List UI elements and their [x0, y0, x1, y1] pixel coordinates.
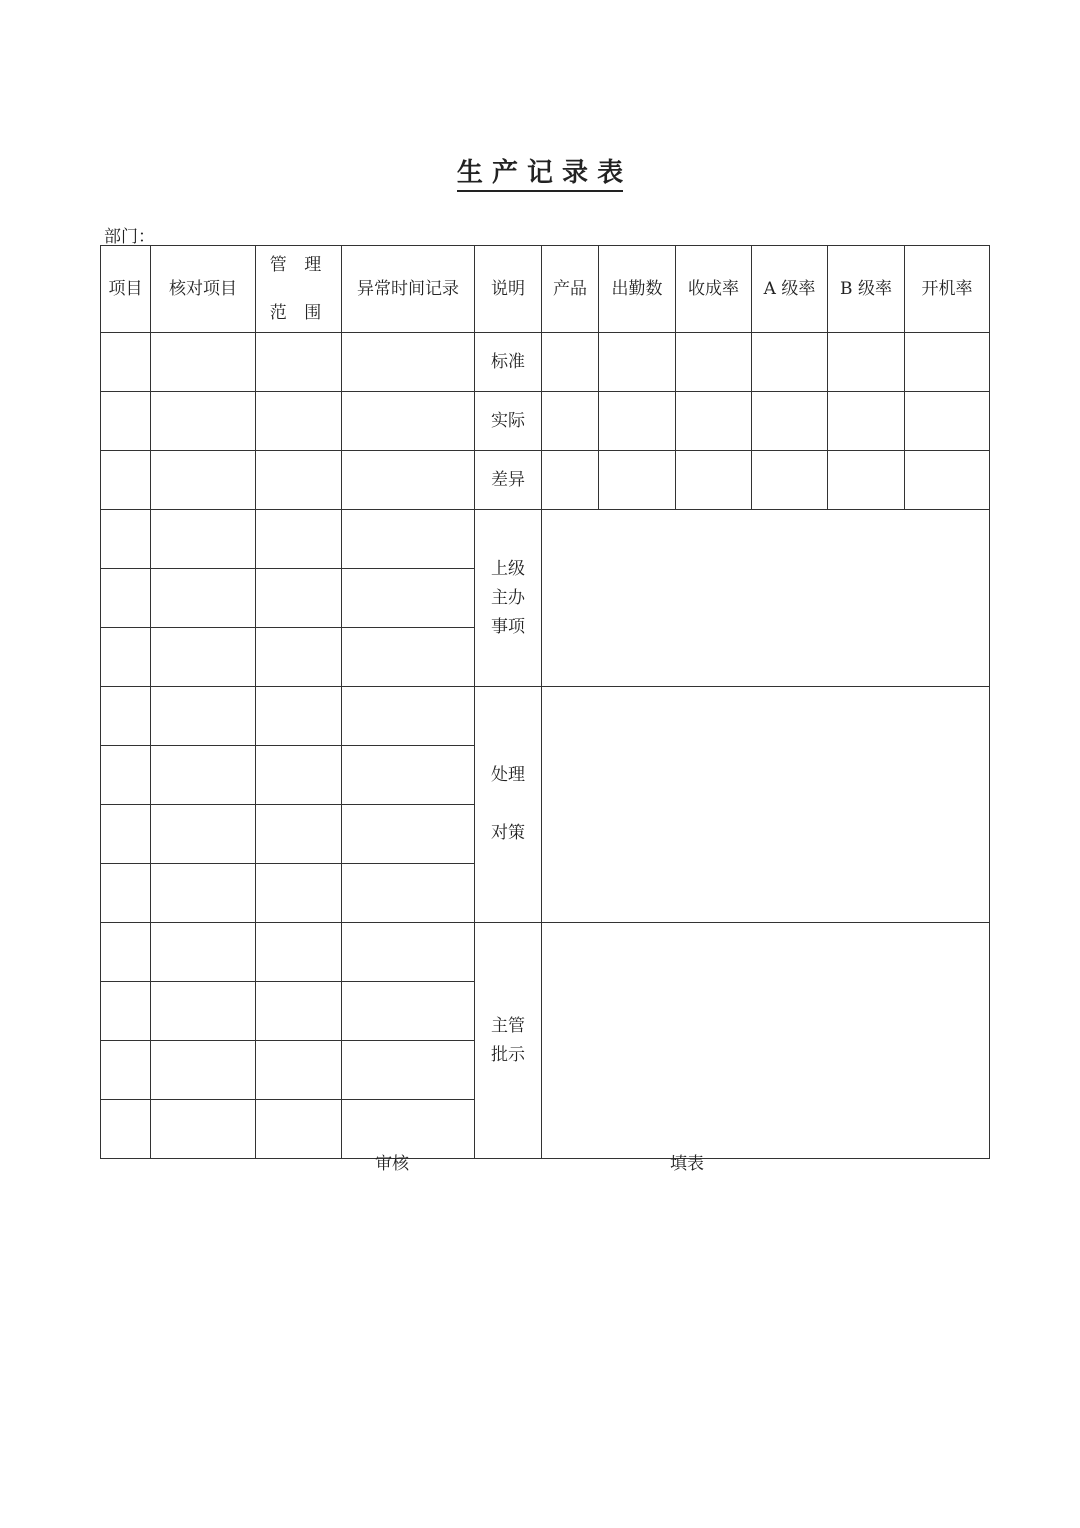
cell-management-scope[interactable] [256, 746, 342, 805]
cell-a-grade-rate[interactable] [752, 392, 828, 451]
header-row [101, 246, 990, 333]
cell-product[interactable] [542, 392, 599, 451]
header-management-bottom: 范 围 [269, 303, 328, 323]
cell-management-scope[interactable] [256, 392, 342, 451]
cell-abnormal-time[interactable] [342, 805, 475, 864]
cell-management-scope[interactable] [256, 1041, 342, 1100]
table-row [101, 451, 990, 510]
header-yield-rate: 收成率 [676, 246, 752, 333]
production-record-table [100, 245, 990, 1159]
cell-management-scope[interactable] [256, 333, 342, 392]
header-item: 项目 [101, 246, 151, 333]
cell-abnormal-time[interactable] [342, 687, 475, 746]
cell-check-item[interactable] [151, 1100, 256, 1159]
cell-item[interactable] [101, 392, 151, 451]
cell-management-scope[interactable] [256, 923, 342, 982]
cell-abnormal-time[interactable] [342, 982, 475, 1041]
cell-item[interactable] [101, 628, 151, 687]
cell-uptime-rate[interactable] [905, 451, 990, 510]
cell-item[interactable] [101, 864, 151, 923]
handling-measures-content[interactable] [542, 687, 990, 923]
cell-yield-rate[interactable] [676, 451, 752, 510]
row-label-difference: 差异 [475, 451, 542, 510]
section-label-supervisor-instructions [475, 923, 542, 1159]
header-a-grade-rate: A 级率 [752, 246, 828, 333]
supervisor-line-2: 批示 [491, 1044, 525, 1065]
section-label-handling-measures [475, 687, 542, 923]
cell-abnormal-time[interactable] [342, 923, 475, 982]
cell-item[interactable] [101, 1100, 151, 1159]
cell-management-scope[interactable] [256, 864, 342, 923]
header-attendance: 出勤数 [599, 246, 676, 333]
supervisor-line-1: 主管 [491, 1015, 525, 1036]
table-row [101, 923, 990, 982]
cell-management-scope[interactable] [256, 1100, 342, 1159]
cell-product[interactable] [542, 333, 599, 392]
cell-abnormal-time[interactable] [342, 569, 475, 628]
cell-attendance[interactable] [599, 451, 676, 510]
table-row [101, 687, 990, 746]
handling-line-2: 对策 [491, 823, 525, 843]
cell-management-scope[interactable] [256, 451, 342, 510]
cell-abnormal-time[interactable] [342, 451, 475, 510]
header-management-scope [256, 246, 342, 333]
cell-check-item[interactable] [151, 864, 256, 923]
cell-abnormal-time[interactable] [342, 864, 475, 923]
cell-item[interactable] [101, 805, 151, 864]
cell-management-scope[interactable] [256, 569, 342, 628]
cell-yield-rate[interactable] [676, 392, 752, 451]
cell-item[interactable] [101, 333, 151, 392]
cell-abnormal-time[interactable] [342, 392, 475, 451]
cell-abnormal-time[interactable] [342, 1041, 475, 1100]
cell-item[interactable] [101, 569, 151, 628]
cell-item[interactable] [101, 451, 151, 510]
cell-check-item[interactable] [151, 1041, 256, 1100]
superior-line-2: 主办 [491, 587, 525, 608]
footer-review-label: 审核 [375, 1154, 409, 1174]
header-description: 说明 [475, 246, 542, 333]
cell-check-item[interactable] [151, 687, 256, 746]
cell-b-grade-rate[interactable] [828, 451, 905, 510]
cell-uptime-rate[interactable] [905, 392, 990, 451]
table-row [101, 392, 990, 451]
cell-abnormal-time[interactable] [342, 628, 475, 687]
superior-line-3: 事项 [491, 616, 525, 637]
title-text: 生 产 记 录 表 [457, 152, 623, 192]
cell-check-item[interactable] [151, 923, 256, 982]
cell-product[interactable] [542, 451, 599, 510]
cell-item[interactable] [101, 510, 151, 569]
cell-abnormal-time[interactable] [342, 333, 475, 392]
header-management-top: 管 理 [269, 254, 328, 275]
row-label-standard: 标准 [475, 333, 542, 392]
cell-management-scope[interactable] [256, 687, 342, 746]
cell-item[interactable] [101, 923, 151, 982]
cell-item[interactable] [101, 982, 151, 1041]
header-b-grade-rate: B 级率 [828, 246, 905, 333]
cell-item[interactable] [101, 1041, 151, 1100]
cell-check-item[interactable] [151, 392, 256, 451]
cell-management-scope[interactable] [256, 510, 342, 569]
cell-check-item[interactable] [151, 510, 256, 569]
cell-management-scope[interactable] [256, 982, 342, 1041]
header-abnormal-time: 异常时间记录 [342, 246, 475, 333]
cell-item[interactable] [101, 687, 151, 746]
handling-line-1: 处理 [491, 765, 525, 785]
cell-attendance[interactable] [599, 333, 676, 392]
spacer [475, 790, 541, 819]
department-label: 部门： [104, 227, 155, 247]
cell-management-scope[interactable] [256, 628, 342, 687]
cell-check-item[interactable] [151, 805, 256, 864]
cell-abnormal-time[interactable] [342, 510, 475, 569]
cell-uptime-rate[interactable] [905, 333, 990, 392]
cell-check-item[interactable] [151, 628, 256, 687]
superior-line-1: 上级 [491, 558, 525, 579]
cell-management-scope[interactable] [256, 805, 342, 864]
cell-yield-rate[interactable] [676, 333, 752, 392]
cell-check-item[interactable] [151, 569, 256, 628]
superior-matters-content[interactable] [542, 510, 990, 687]
cell-check-item[interactable] [151, 333, 256, 392]
page-title [0, 152, 1080, 192]
footer-fill-label: 填表 [670, 1154, 704, 1174]
table-row [101, 510, 990, 569]
cell-a-grade-rate[interactable] [752, 451, 828, 510]
cell-abnormal-time[interactable] [342, 746, 475, 805]
header-uptime-rate: 开机率 [905, 246, 990, 333]
cell-check-item[interactable] [151, 982, 256, 1041]
cell-b-grade-rate[interactable] [828, 333, 905, 392]
cell-attendance[interactable] [599, 392, 676, 451]
row-label-actual: 实际 [475, 392, 542, 451]
table-row [101, 333, 990, 392]
cell-a-grade-rate[interactable] [752, 333, 828, 392]
cell-item[interactable] [101, 746, 151, 805]
header-product: 产品 [542, 246, 599, 333]
section-label-superior-matters [475, 510, 542, 687]
cell-check-item[interactable] [151, 746, 256, 805]
cell-b-grade-rate[interactable] [828, 392, 905, 451]
supervisor-instructions-content[interactable] [542, 923, 990, 1159]
cell-check-item[interactable] [151, 451, 256, 510]
header-check-item: 核对项目 [151, 246, 256, 333]
